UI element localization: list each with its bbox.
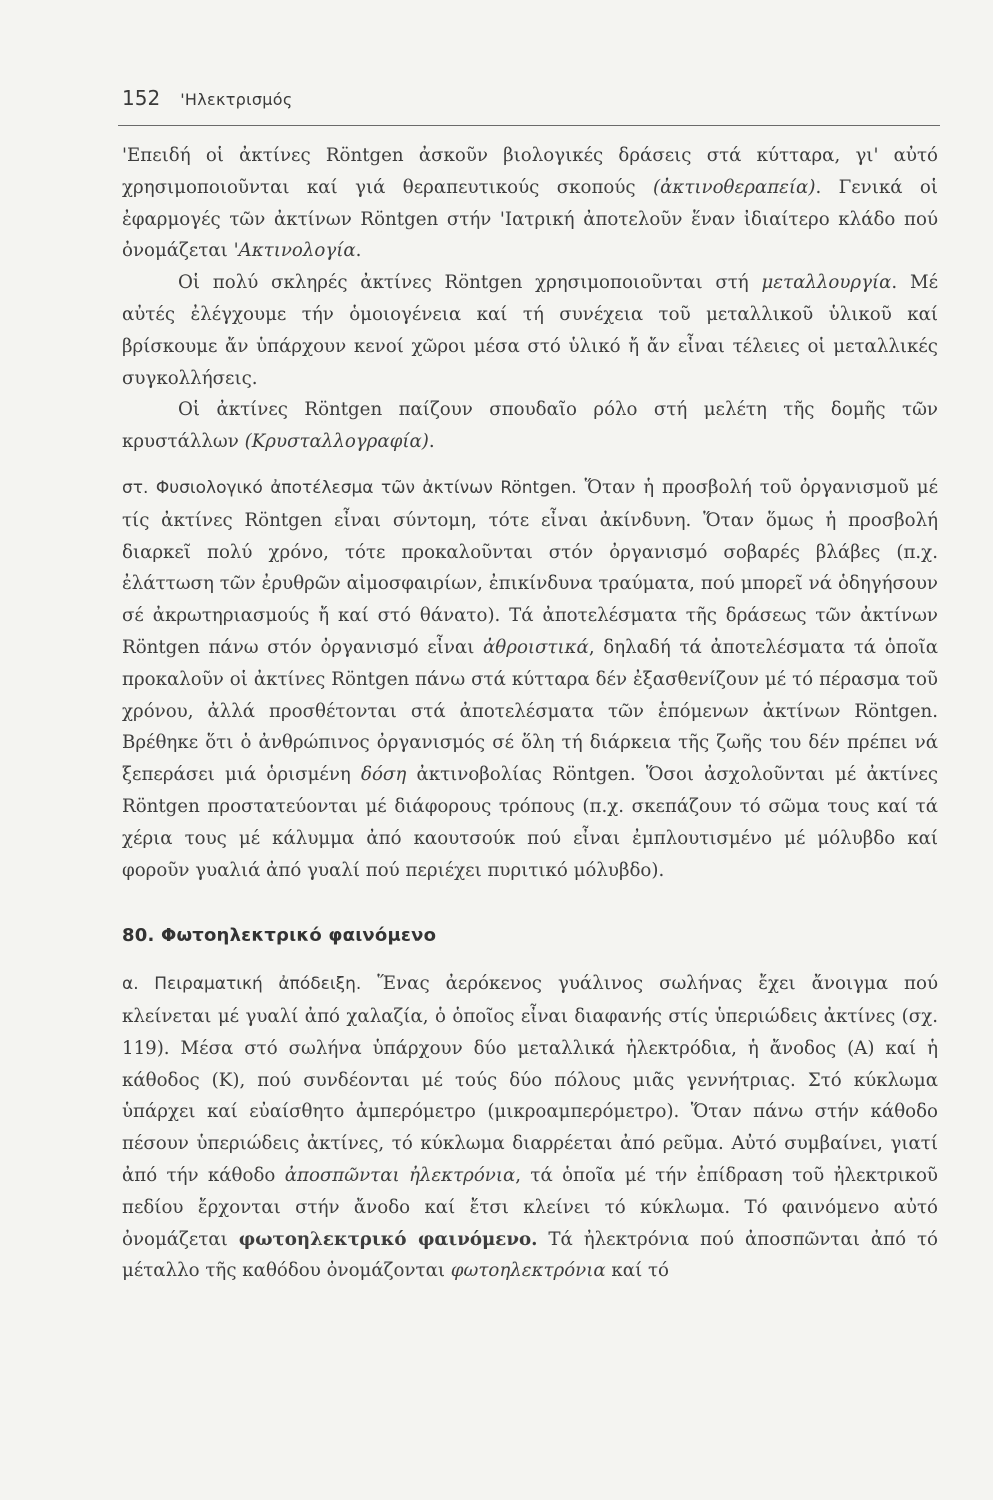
paragraph-experimental-proof: α. Πειραματική ἀπόδειξη. Ἕνας ἀερόκενος γυάλινος σωλήνας ἔχει ἄνοιγμα πού κλείνεται μέ γυαλί ἀπό χαλαζία, ὁ ὁποῖος εἶναι διαφανής στίς ὑπεριώδεις ἀκτίνες (σχ. 119). Μέσα στό σωλήνα ὑπάρχουν δύο μεταλλικά ἠλεκτρόδια, ἡ ἄνοδος (Α) καί ἡ κάθοδος (Κ), πού συνδέονται μέ τούς δύο πόλους μιᾶς γεννήτριας. Στό κύκλωμα ὑπάρχει καί εὐαίσθητο ἀμπερόμετρο (μικροαμπερόμετρο). Ὅταν πάνω στήν κάθοδο πέσουν ὑπεριώδεις ἀκτίνες, τό κύκλωμα διαρρέεται ἀπό ρεῦμα. Αὐτό συμβαίνει, γιατί ἀπό τήν κάθοδο ἀποσπῶνται ἠλεκτρόνια, τά ὁποῖα μέ τήν ἐπίδραση τοῦ ἠλεκτρικοῦ πεδίου ἔρχονται στήν ἄνοδο καί ἔτσι κλείνει τό κύκλωμα. Τό φαινόμενο αὐτό ὀνομάζεται φωτοηλεκτρικό φαινόμενο. Τά ἠλεκτρόνια πού ἀποσπῶνται ἀπό τό μέταλλο τῆς καθόδου ὀνομάζονται φωτοηλεκτρόνια καί τό <box>122 973 938 1282</box>
term-dose: δόση <box>361 764 407 786</box>
page-number: 152 <box>122 86 161 110</box>
term-emitted-electrons: ἀποσπῶνται ἠλεκτρόνια <box>284 1164 516 1186</box>
header-rule <box>118 125 940 126</box>
running-header <box>122 86 293 110</box>
paragraph-metallurgy: Οἱ πολύ σκληρές ἀκτίνες Röntgen χρησιμοποιοῦνται στή μεταλλουργία. Μέ αὐτές ἐλέγχουμε τήν ὁμοιογένεια καί τή συνέχεια τοῦ μεταλλικοῦ ὑλικοῦ καί βρίσκουμε ἄν ὑπάρχουν κενοί χῶροι μέσα στό ὑλικό ἤ ἄν εἶναι τέλειες οἱ μεταλλικές συγκολλήσεις. <box>122 272 938 389</box>
section-heading: 80. Φωτοηλεκτρικό φαινόμενο <box>122 925 437 947</box>
section-title: 'Ηλεκτρισμός <box>180 90 293 109</box>
term-radiology: 'Ακτινολογία <box>233 240 356 262</box>
paragraph-therapy: 'Επειδή οἱ ἀκτίνες Röntgen ἀσκοῦν βιολογικές δράσεις στά κύτταρα, γι' αὐτό χρησιμοποιοῦνται καί γιά θεραπευτικούς σκοπούς (ἀκτινοθεραπεία). Γενικά οἱ ἐφαρμογές τῶν ἀκτίνων Röntgen στήν 'Ιατρική ἀποτελοῦν ἕναν ἰδιαίτερο κλάδο πού ὀνομάζεται 'Ακτινολογία. <box>122 145 938 262</box>
paragraph-crystallography: Οἱ ἀκτίνες Röntgen παίζουν σπουδαῖο ρόλο στή μελέτη τῆς δομῆς τῶν κρυστάλλων (Κρυσταλλογραφία). <box>122 399 938 453</box>
page-body <box>122 140 938 1287</box>
subsection-label-a: α. Πειραματική ἀπόδειξη. <box>122 974 362 995</box>
paragraph-physiological-effect: στ. Φυσιολογικό ἀποτέλεσμα τῶν ἀκτίνων Röntgen. Ὅταν ἡ προσβολή τοῦ ὀργανισμοῦ μέ τίς ἀκτίνες Röntgen εἶναι σύντομη, τότε εἶναι ἀκίνδυνη. Ὅταν ὅμως ἡ προσβολή διαρκεῖ πολύ χρόνο, τότε προκαλοῦνται στόν ὀργανισμό σοβαρές βλάβες (π.χ. ἐλάττωση τῶν ἐρυθρῶν αἱμοσφαιρίων, ἐπικίνδυνα τραύματα, πού μπορεῖ νά ὁδηγήσουν σέ ἀκρωτηριασμούς ἤ καί στό θάνατο). Τά ἀποτελέσματα τῆς δράσεως τῶν ἀκτίνων Röntgen πάνω στόν ὀργανισμό εἶναι ἀθροιστικά, δηλαδή τά ἀποτελέσματα τά ὁποῖα προκαλοῦν οἱ ἀκτίνες Röntgen πάνω στά κύτταρα δέν ἐξασθενίζουν μέ τό πέρασμα τοῦ χρόνου, ἀλλά προσθέτονται στά ἀποτελέσματα τῶν ἑπόμενων ἀκτίνων Röntgen. Βρέθηκε ὅτι ὁ ἀνθρώπινος ὀργανισμός σέ ὅλη τή διάρκεια τῆς ζωῆς του δέν πρέπει νά ξεπεράσει μιά ὁρισμένη δόση ἀκτινοβολίας Röntgen. Ὅσοι ἀσχολοῦνται μέ ἀκτίνες Röntgen προστατεύονται μέ διάφορους τρόπους (π.χ. σκεπάζουν τό σῶμα τους καί τά χέρια τους μέ κάλυμμα ἀπό καουτσούκ πού εἶναι ἐμπλουτισμένο μέ μόλυβδο καί φοροῦν γυαλιά ἀπό γυαλί πού περιέχει πυριτικό μόλυβδο). <box>122 476 939 881</box>
term-photoelectric-effect: φωτοηλεκτρικό φαινόμενο. <box>238 1228 538 1250</box>
term-crystallography: (Κρυσταλλογραφία) <box>244 431 429 453</box>
term-cumulative: ἀθροιστικά <box>483 636 589 658</box>
term-photoelectrons: φωτοηλεκτρόνια <box>450 1260 606 1282</box>
subsection-label-st: στ. Φυσιολογικό ἀποτέλεσμα τῶν ἀκτίνων Röntgen. <box>122 477 577 498</box>
term-radiotherapy: (ἀκτινοθεραπεία) <box>653 176 816 198</box>
term-metallurgy: μεταλλουργία <box>761 272 892 294</box>
